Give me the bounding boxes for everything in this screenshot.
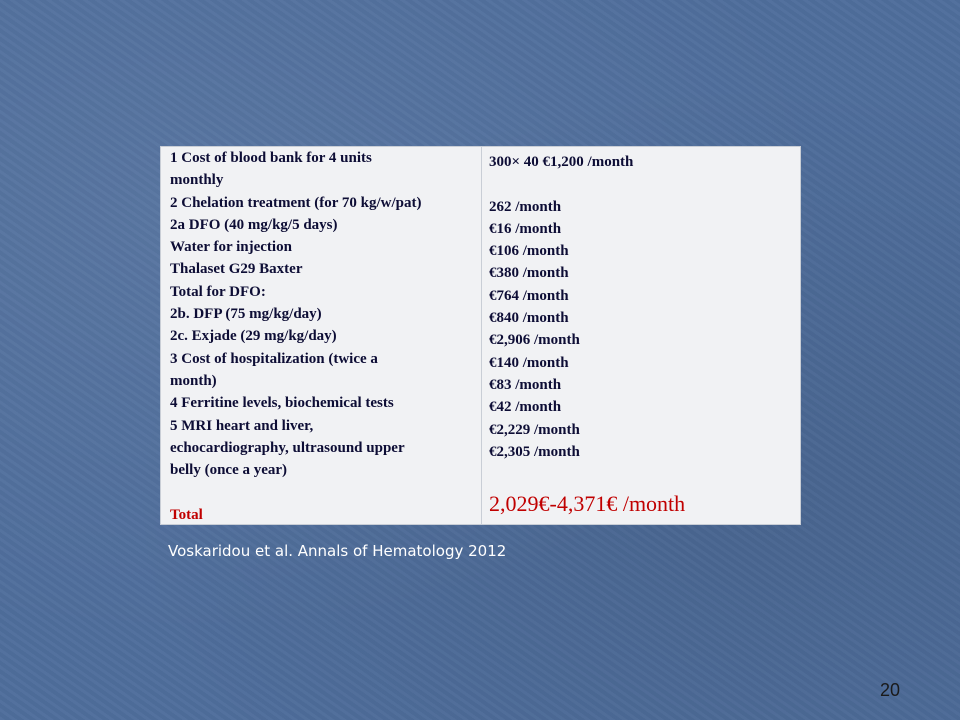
cost-value-line: €16 /month bbox=[489, 220, 562, 237]
cost-value-line: €42 /month bbox=[489, 399, 562, 416]
cost-value-line: €140 /month bbox=[489, 354, 569, 371]
cost-value-line: €380 /month bbox=[489, 265, 569, 282]
cost-item-line: Water for injection bbox=[170, 239, 292, 256]
cost-item-line: 2 Chelation treatment (for 70 kg/w/pat) bbox=[170, 194, 422, 211]
total-label: Total bbox=[170, 506, 203, 523]
page-number: 20 bbox=[880, 680, 901, 700]
cost-item-line: echocardiography, ultrasound upper bbox=[170, 439, 405, 456]
cost-item-line: 2b. DFP (75 mg/kg/day) bbox=[170, 306, 322, 323]
citation: Voskaridou et al. Annals of Hematology 2012 bbox=[168, 542, 507, 560]
cost-value-line: €2,906 /month bbox=[489, 332, 580, 349]
total-value: 2,029€-4,371€ /month bbox=[489, 491, 686, 516]
cost-value-line: €2,229 /month bbox=[489, 421, 580, 438]
cost-value-line: €2,305 /month bbox=[489, 443, 580, 460]
column-divider bbox=[481, 147, 482, 524]
cost-item-line: 3 Cost of hospitalization (twice a bbox=[170, 350, 378, 367]
cost-value-line bbox=[489, 173, 794, 195]
cost-item-line: Total for DFO: bbox=[170, 283, 266, 300]
cost-items-column bbox=[170, 147, 475, 526]
cost-item-line: 2c. Exjade (29 mg/kg/day) bbox=[170, 328, 337, 345]
cost-item-line: monthly bbox=[170, 172, 224, 189]
cost-values-column bbox=[489, 151, 794, 463]
cost-value-line: €840 /month bbox=[489, 310, 569, 327]
cost-value-line: 262 /month bbox=[489, 198, 562, 215]
cost-table bbox=[160, 146, 801, 525]
cost-value-line: 300× 40 €1,200 /month bbox=[489, 154, 634, 170]
cost-item-line: 4 Ferritine levels, biochemical tests bbox=[170, 395, 394, 412]
cost-item-line: belly (once a year) bbox=[170, 462, 288, 479]
cost-value-line: €106 /month bbox=[489, 243, 569, 260]
cost-item-line: 5 MRI heart and liver, bbox=[170, 417, 314, 434]
cost-item-line bbox=[170, 481, 475, 503]
cost-item-line: month) bbox=[170, 372, 217, 389]
cost-value-line: €764 /month bbox=[489, 287, 569, 304]
cost-item-line: Thalaset G29 Baxter bbox=[170, 261, 303, 278]
cost-item-line: 2a DFO (40 mg/kg/5 days) bbox=[170, 216, 338, 233]
cost-value-line: €83 /month bbox=[489, 376, 562, 393]
cost-item-line: 1 Cost of blood bank for 4 units bbox=[170, 150, 372, 166]
